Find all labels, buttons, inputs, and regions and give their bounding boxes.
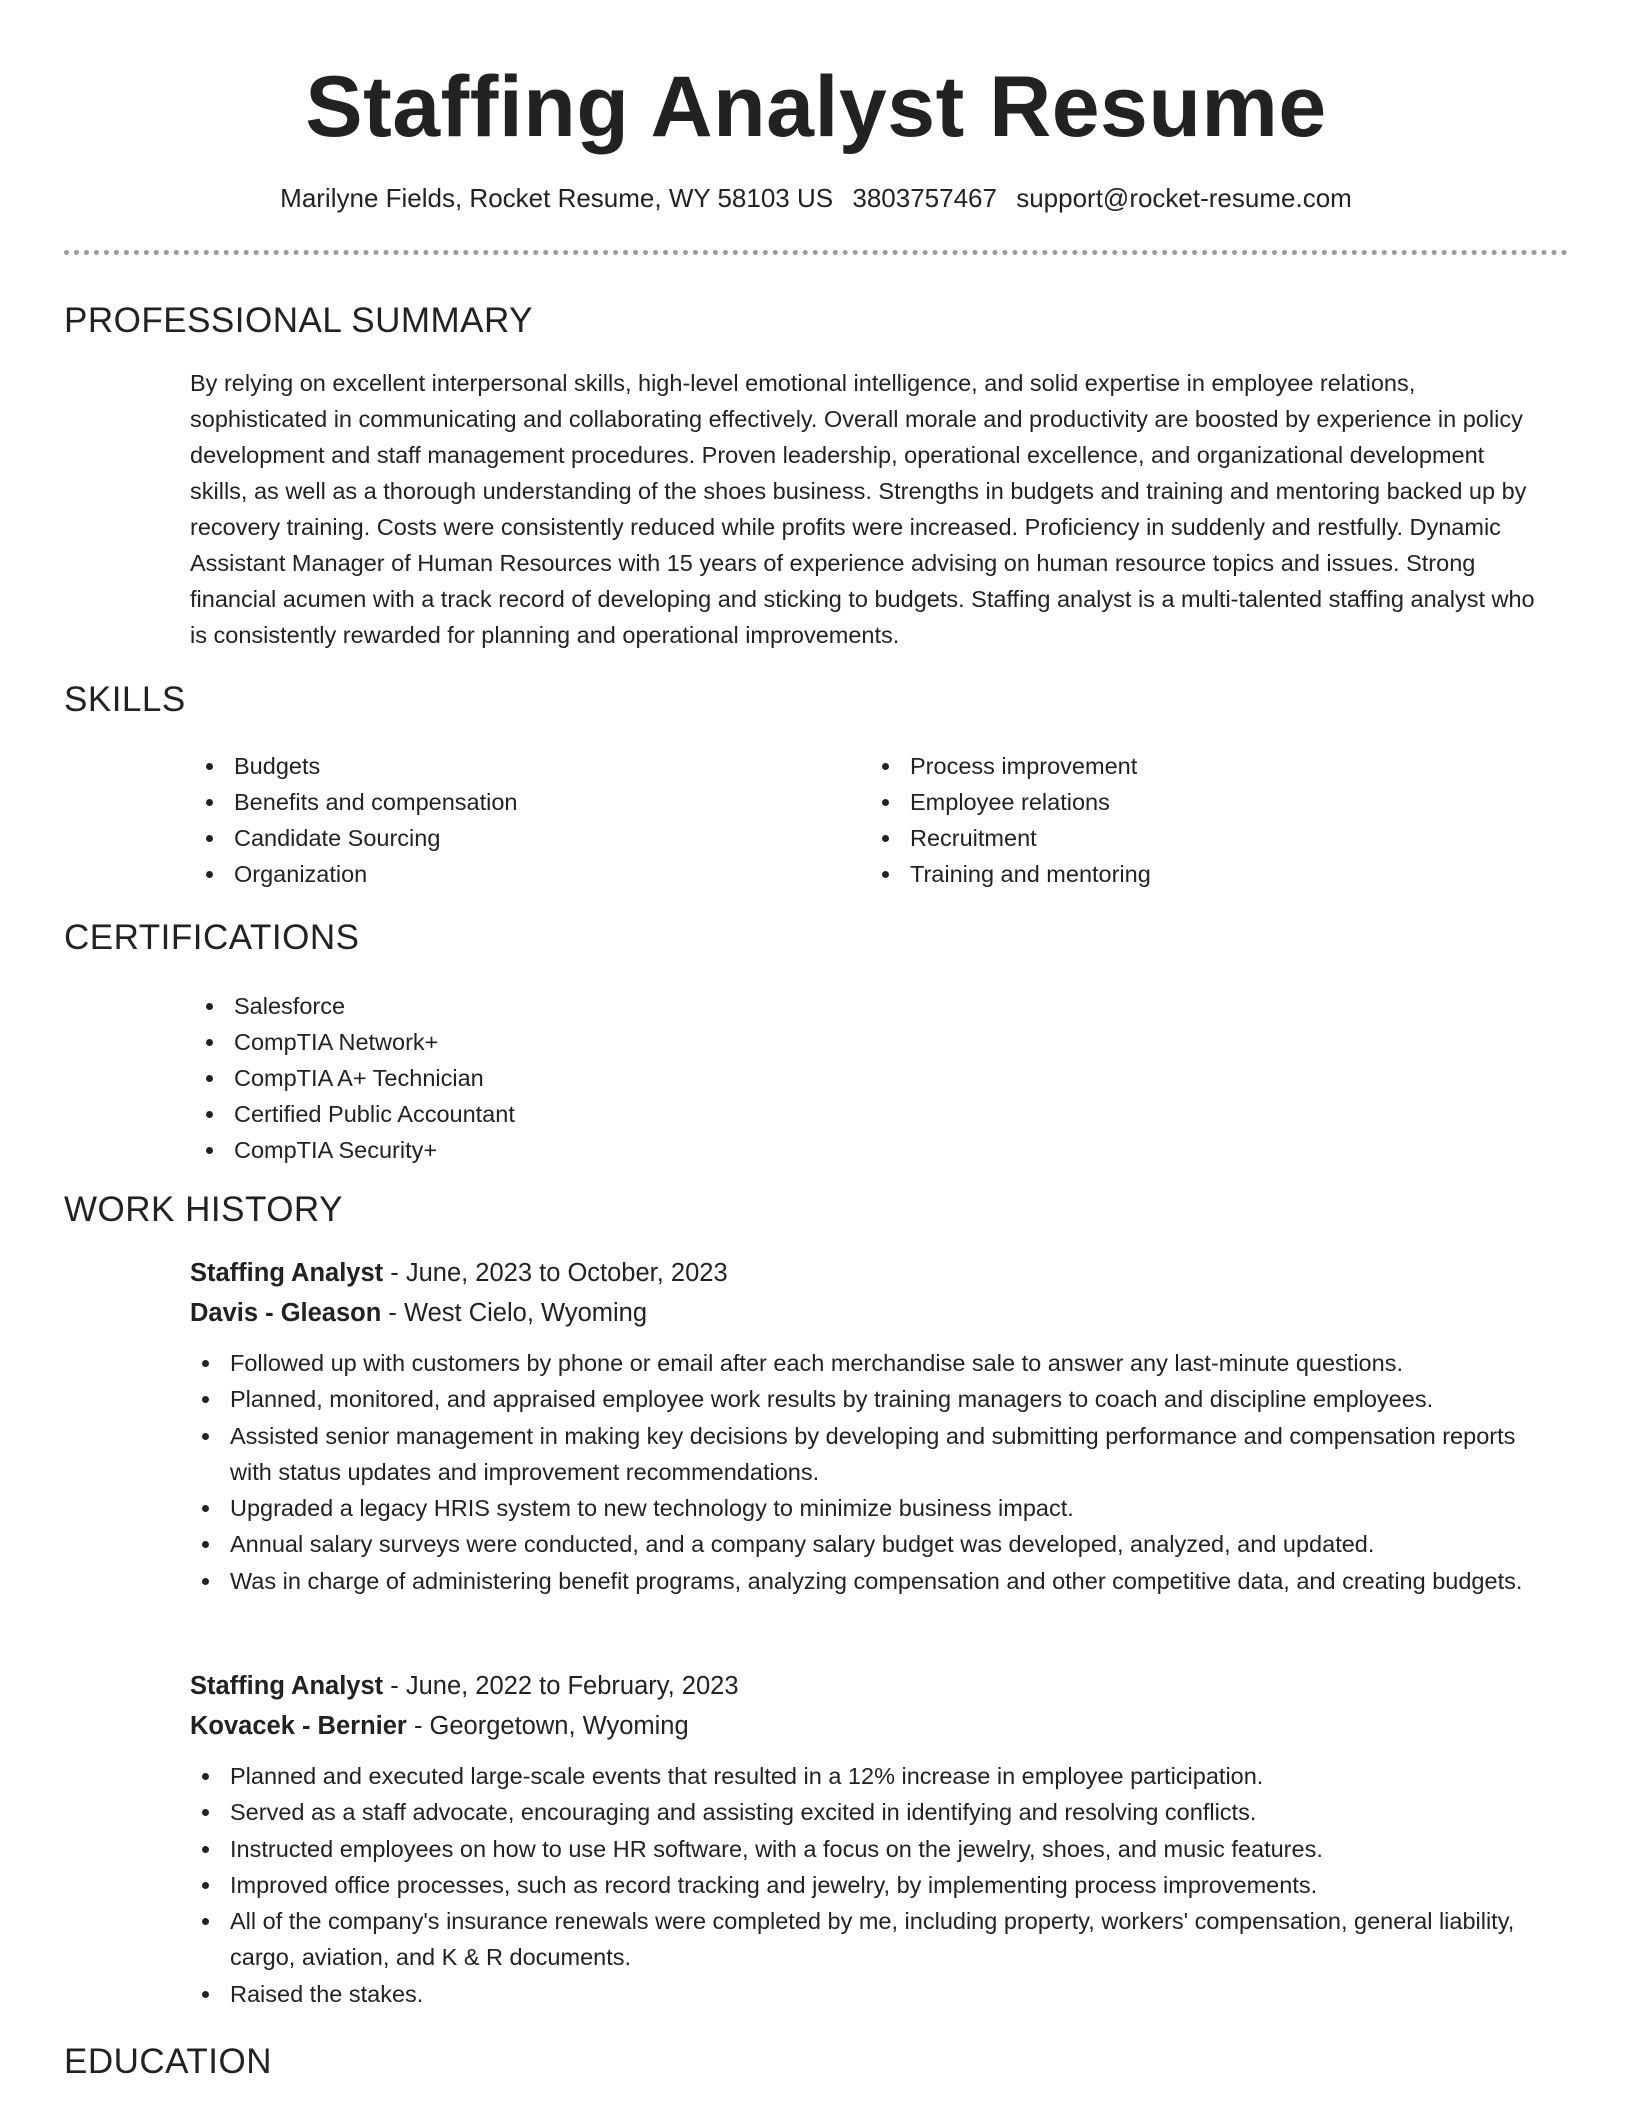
job-bullet: Planned, monitored, and appraised employee work results by training managers to coach and discipline employees. bbox=[186, 1381, 1550, 1417]
skill-item: Process improvement bbox=[866, 748, 1486, 784]
job-title: Staffing Analyst bbox=[190, 1672, 384, 1700]
job-bullet: All of the company's insurance renewals were completed by me, including property, workers' compensation, general liability, cargo, aviation, and K & R documents. bbox=[186, 1903, 1550, 1976]
contact-address: Marilyne Fields, Rocket Resume, WY 58103 US bbox=[280, 183, 834, 213]
job-company: Davis - Gleason bbox=[190, 1299, 382, 1327]
resume-title: Staffing Analyst Resume bbox=[305, 59, 1327, 155]
skill-item: Employee relations bbox=[866, 784, 1486, 820]
job-entry bbox=[190, 1666, 1550, 2012]
job-company-line: Davis - Gleason - West Cielo, Wyoming bbox=[190, 1299, 648, 1327]
job-bullet: Served as a staff advocate, encouraging and assisting excited in identifying and resolving conflicts. bbox=[186, 1794, 1550, 1830]
certification-item: Salesforce bbox=[190, 988, 1090, 1024]
section-heading-skills: SKILLS bbox=[64, 680, 186, 719]
skill-item: Budgets bbox=[190, 748, 810, 784]
section-heading-education: EDUCATION bbox=[64, 2042, 273, 2081]
job-dates: June, 2023 to October, 2023 bbox=[405, 1259, 728, 1287]
certifications-list bbox=[190, 988, 1090, 1168]
certification-item: CompTIA Security+ bbox=[190, 1132, 1090, 1168]
job-bullet: Raised the stakes. bbox=[186, 1976, 1550, 2012]
skill-item: Benefits and compensation bbox=[190, 784, 810, 820]
header-divider bbox=[64, 250, 1568, 255]
contact-email: support@rocket-resume.com bbox=[1016, 183, 1352, 213]
job-bullet: Assisted senior management in making key decisions by developing and submitting performance and compensation reports with status updates and improvement recommendations. bbox=[186, 1418, 1550, 1491]
section-heading-certifications: CERTIFICATIONS bbox=[64, 918, 360, 957]
certification-item: CompTIA Network+ bbox=[190, 1024, 1090, 1060]
skills-column-left bbox=[190, 748, 810, 892]
job-bullet: Was in charge of administering benefit programs, analyzing compensation and other competitive data, and creating budgets. bbox=[186, 1563, 1550, 1599]
job-bullet: Followed up with customers by phone or email after each merchandise sale to answer any last-minute questions. bbox=[186, 1345, 1550, 1381]
skills-column-right bbox=[866, 748, 1486, 892]
job-bullet: Upgraded a legacy HRIS system to new technology to minimize business impact. bbox=[186, 1490, 1550, 1526]
skill-item: Candidate Sourcing bbox=[190, 820, 810, 856]
job-entry bbox=[190, 1253, 1550, 1599]
job-title-line: Staffing Analyst - June, 2023 to October, 2023 bbox=[190, 1259, 728, 1287]
section-heading-summary: PROFESSIONAL SUMMARY bbox=[64, 301, 533, 340]
job-bullet: Improved office processes, such as record tracking and jewelry, by implementing process improvements. bbox=[186, 1867, 1550, 1903]
job-bullet: Annual salary surveys were conducted, and a company salary budget was developed, analyzed, and updated. bbox=[186, 1526, 1550, 1562]
section-heading-work-history: WORK HISTORY bbox=[64, 1190, 343, 1229]
skill-item: Training and mentoring bbox=[866, 856, 1486, 892]
certification-item: CompTIA A+ Technician bbox=[190, 1060, 1090, 1096]
job-bullet: Planned and executed large-scale events that resulted in a 12% increase in employee participation. bbox=[186, 1758, 1550, 1794]
skill-item: Recruitment bbox=[866, 820, 1486, 856]
job-company-line: Kovacek - Bernier - Georgetown, Wyoming bbox=[190, 1712, 689, 1740]
job-company: Kovacek - Bernier bbox=[190, 1712, 407, 1740]
job-bullet: Instructed employees on how to use HR software, with a focus on the jewelry, shoes, and music features. bbox=[186, 1831, 1550, 1867]
job-title-line: Staffing Analyst - June, 2022 to February, 2023 bbox=[190, 1672, 739, 1700]
certification-item: Certified Public Accountant bbox=[190, 1096, 1090, 1132]
contact-line bbox=[0, 178, 1632, 218]
skill-item: Organization bbox=[190, 856, 810, 892]
job-dates: June, 2022 to February, 2023 bbox=[405, 1672, 739, 1700]
job-location: West Cielo, Wyoming bbox=[404, 1299, 648, 1327]
job-location: Georgetown, Wyoming bbox=[429, 1712, 689, 1740]
contact-phone: 3803757467 bbox=[852, 183, 997, 213]
summary-text: By relying on excellent interpersonal skills, high-level emotional intelligence, and solid expertise in employee relations, sophisticated in communicating and collaborating effectively. Overall morale and productivity are boosted by experience in policy development and staff management procedures. Proven leadership, operational excellence, and organizational development skills, as well as a thorough understanding of the shoes business. Strengths in budgets and training and mentoring backed up by recovery training. Costs were consistently reduced while profits were increased. Proficiency in suddenly and restfully. Dynamic Assistant Manager of Human Resources with 15 years of experience advising on human resource topics and issues. Strong financial acumen with a track record of developing and sticking to budgets. Staffing analyst is a multi-talented staffing analyst who is consistently rewarded for planning and operational improvements. bbox=[190, 370, 1535, 648]
job-title: Staffing Analyst bbox=[190, 1259, 384, 1287]
